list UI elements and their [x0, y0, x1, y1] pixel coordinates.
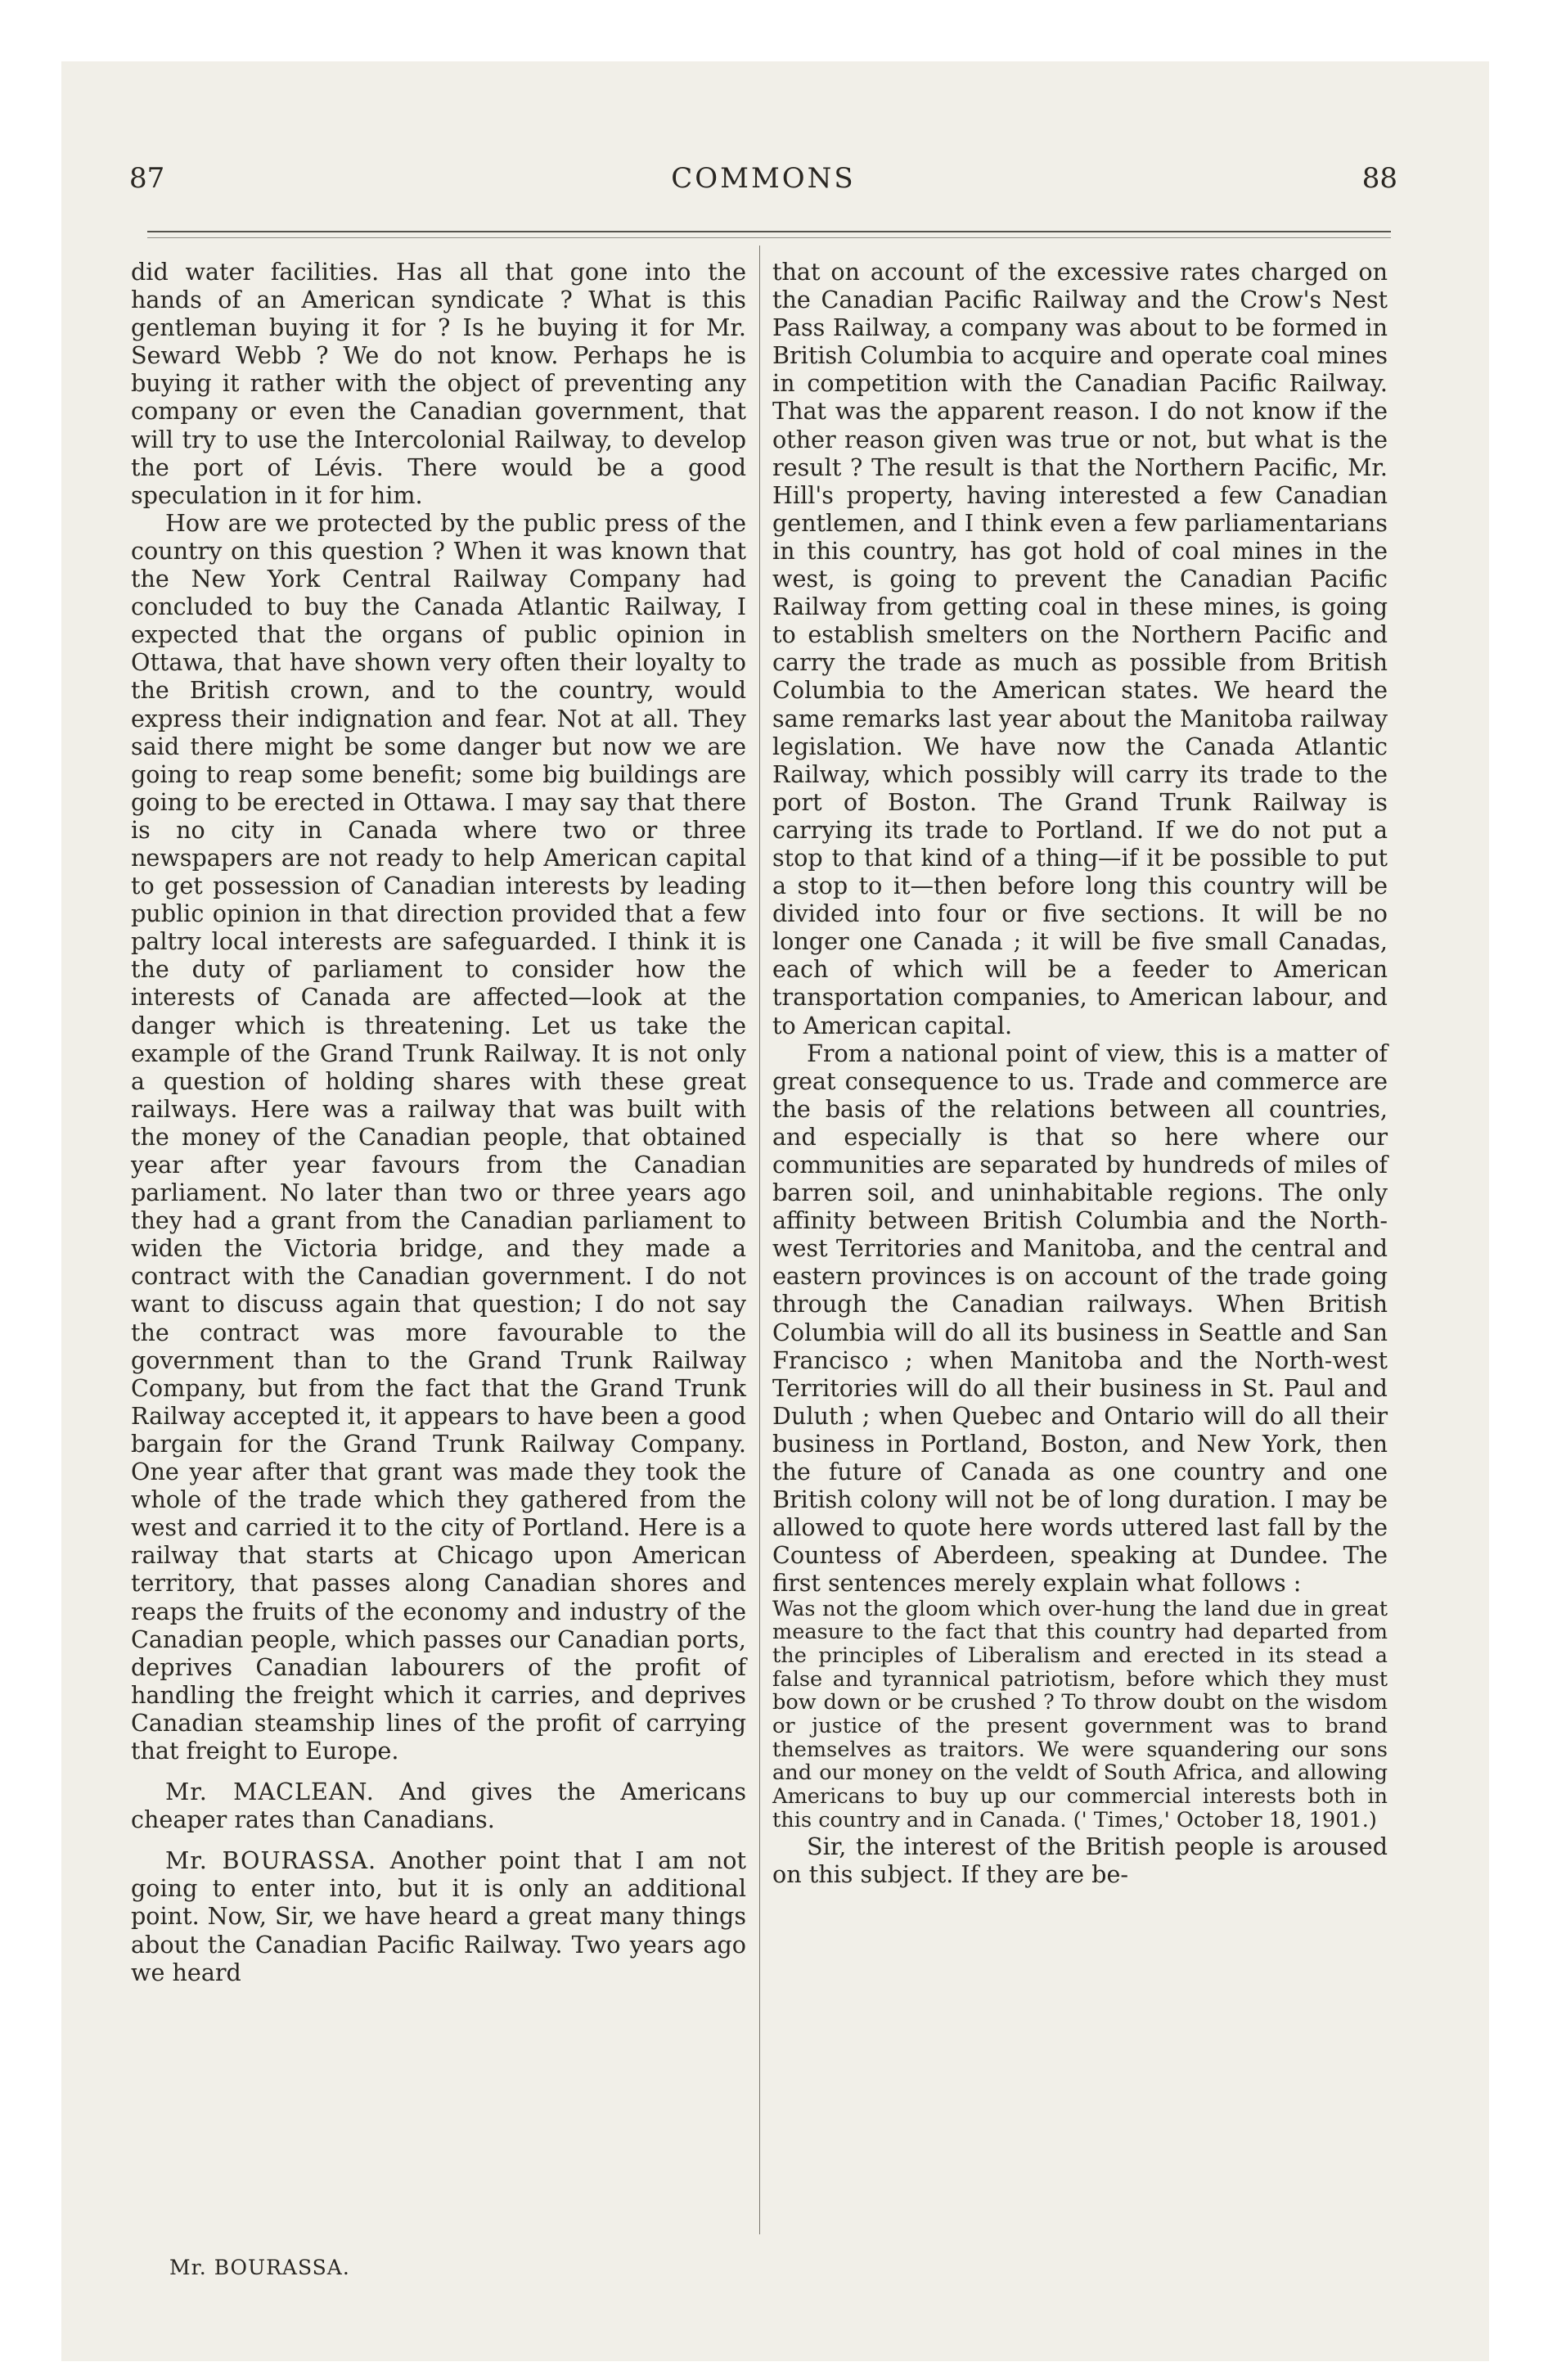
speaker-name: Mr. MACLEAN.	[165, 1778, 375, 1806]
header-rule	[147, 231, 1391, 232]
paragraph: did water facilities. Has all that gone into the hands of an American syndicate ? What is this gentleman buying it for ? Is he buying it for Mr. Seward Webb ? We do not know. Perhaps he is buying it rather with the object of preventing any company or even the Canadian government, that will try to use the Intercolonial Railway, to develop the port of Lévis. There would be a good speculation in it for him.	[131, 258, 746, 509]
page-header	[129, 162, 1397, 211]
paragraph: Sir, the interest of the British people is aroused on this subject. If they are be-	[772, 1832, 1388, 1888]
left-column	[131, 258, 746, 1986]
running-footer: Mr. BOURASSA.	[169, 2256, 350, 2279]
paragraph: that on account of the excessive rates charged on the Canadian Pacific Railway and the Crow's Nest Pass Railway, a company was about to be formed in British Columbia to acquire and operate coal mines in competition with the Canadian Pacific Railway. That was the apparent reason. I do not know if the other reason given was true or not, but what is the result ? The result is that the Northern Pacific, Mr. Hill's property, having interested a few Canadian gentlemen, and I think even a few parliamentarians in this country, has got hold of coal mines in the west, is going to prevent the Canadian Pacific Railway from getting coal in these mines, is going to establish smelters on the Northern Pacific and carry the trade as much as possible from British Columbia to the American states. We heard the same remarks last year about the Manitoba railway legislation. We have now the Canada Atlantic Railway, which possibly will carry its trade to the port of Boston. The Grand Trunk Railway is carrying its trade to Portland. If we do not put a stop to that kind of a thing—if it be possible to put a stop to it—then before long this country will be divided into four or five sections. It will be no longer one Canada ; it will be five small Canadas, each of which will be a feeder to American transportation companies, to American labour, and to American capital.	[772, 258, 1388, 1039]
column-divider	[759, 246, 760, 2234]
page-number-right: 88	[1361, 162, 1397, 195]
speech-text: And gives the Americans cheaper rates than Canadians.	[131, 1778, 746, 1834]
paragraph: How are we protected by the public press of the country on this question ? When it was known that the New York Central Railway Company had concluded to buy the Canada Atlantic Railway, I expected that the organs of public opinion in Ottawa, that have shown very often their loyalty to the British crown, and to the country, would express their indignation and fear. Not at all. They said there might be some danger but now we are going to reap some benefit; some big buildings are going to be erected in Ottawa. I may say that there is no city in Canada where two or three newspapers are not ready to help American capital to get possession of Canadian interests by leading public opinion in that direction provided that a few paltry local interests are safeguarded. I think it is the duty of parliament to consider how the interests of Canada are affected—look at the danger which is threatening. Let us take the example of the Grand Trunk Railway. It is not only a question of holding shares with these great railways. Here was a railway that was built with the money of the Canadian people, that obtained year after year favours from the Canadian parliament. No later than two or three years ago they had a grant from the Canadian parliament to widen the Victoria bridge, and they made a contract with the Canadian government. I do not want to discuss again that question; I do not say the contract was more favourable to the government than to the Grand Trunk Railway Company, but from the fact that the Grand Trunk Railway accepted it, it appears to have been a good bargain for the Grand Trunk Railway Company. One year after that grant was made they took the whole of the trade which they gathered from the west and carried it to the city of Portland. Here is a railway that starts at Chicago upon American territory, that passes along Canadian shores and reaps the fruits of the economy and industry of the Canadian people, which passes our Canadian ports, deprives Canadian labourers of the profit of handling the freight which it carries, and deprives Canadian steamship lines of the profit of carrying that freight to Europe.	[131, 508, 746, 1765]
running-title: COMMONS	[671, 162, 856, 195]
block-quote: Was not the gloom which over-hung the land due in great measure to the fact that this country had departed from the principles of Liberalism and erected in its stead a false and tyrannical patriotism, before which they must bow down or be crushed ? To throw doubt on the wisdom or justice of the present government was to brand themselves as traitors. We were squandering our sons and our money on the veldt of South Africa, and allowing Americans to buy up our commercial interests both in this country and in Canada. (' Times,' October 18, 1901.)	[772, 1596, 1388, 1832]
header-rule-thin	[147, 237, 1391, 238]
paragraph: From a national point of view, this is a matter of great consequence to us. Trade and commerce are the basis of the relations between all countries, and especially is that so here where our communities are separated by hundreds of miles of barren soil, and uninhabitable regions. The only affinity between British Columbia and the North-west Territories and Manitoba, and the central and eastern provinces is on account of the trade going through the Canadian railways. When British Columbia will do all its business in Seattle and San Francisco ; when Manitoba and the North-west Territories will do all their business in St. Paul and Duluth ; when Quebec and Ontario will do all their business in Portland, Boston, and New York, then the future of Canada as one country and one British colony will not be of long duration. I may be allowed to quote here words uttered last fall by the Countess of Aberdeen, speaking at Dundee. The first sentences merely explain what follows :	[772, 1039, 1388, 1598]
speaker-name: Mr. BOURASSA.	[165, 1846, 377, 1875]
speech-bourassa	[131, 1846, 746, 1986]
speech-text: Another point that I am not going to enter into, but it is only an additional point. Now, Sir, we have heard a great many things about the Canadian Pacific Railway. Two years ago we heard	[131, 1846, 746, 1986]
speech-maclean	[131, 1778, 746, 1833]
right-column	[772, 258, 1388, 1888]
page-number-left: 87	[129, 162, 165, 195]
